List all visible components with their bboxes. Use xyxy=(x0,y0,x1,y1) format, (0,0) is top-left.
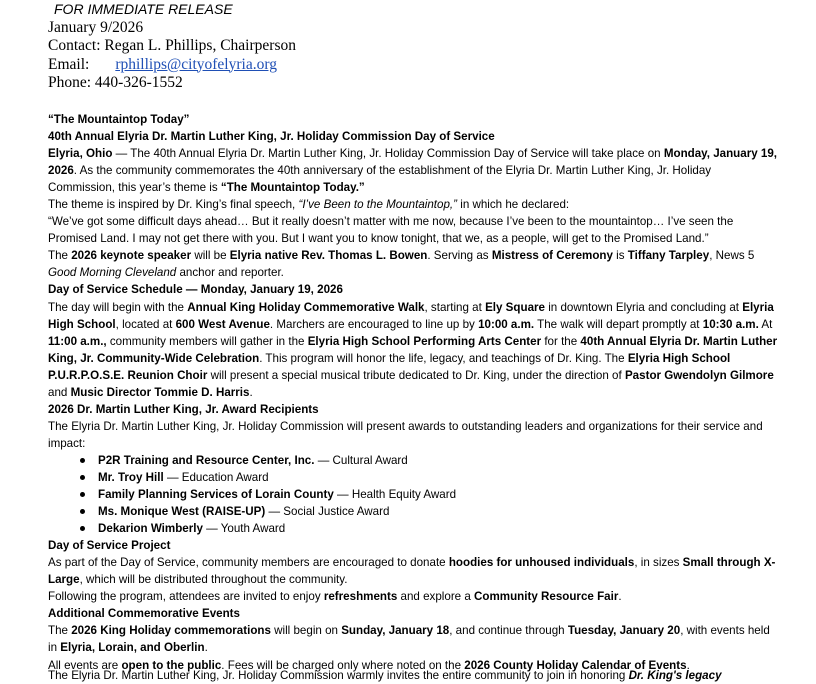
schedule-paragraph: The day will begin with the Annual King Holiday Commemorative Walk, starting at Ely Square in downtown Elyria and concluding at Elyria High School, located at 600 West Avenue. Marchers are encouraged to line up by 10:00 a.m. The walk will depart promptly at 10:30 a.m. At 11:00 a.m., community members will gather in the Elyria High School Performing Arts Center for the 40th Annual Elyria Dr. Martin Luther King, Jr. Community-Wide Celebration. This program will honor the life, legacy, and teachings of Dr. King. The Elyria High School P.U.R.P.O.S.E. Reunion Choir will present a special musical tribute dedicated to Dr. King, under the direction of Pastor Gwendolyn Gilmore and Music Director Tommie D. Harris. xyxy=(48,300,778,399)
awards-list xyxy=(48,452,778,537)
release-date: January 9/2026 xyxy=(48,18,144,36)
awards-intro: The Elyria Dr. Martin Luther King, Jr. Holiday Commission will present awards to outstanding leaders and organizations for their service and impact: xyxy=(48,419,763,450)
events-heading: Additional Commemorative Events xyxy=(48,607,240,621)
contact-line: Contact: Regan L. Phillips, Chairperson xyxy=(48,37,296,54)
events-paragraph: The 2026 King Holiday commemorations will begin on Sunday, January 18, and continue through Tuesday, January 20, with events held in Elyria, Lorain, and Oberlin. xyxy=(48,624,770,655)
release-header xyxy=(48,0,296,93)
award-item: Family Planning Services of Lorain County — Health Equity Award xyxy=(98,486,778,503)
press-release-body xyxy=(48,111,778,674)
cutoff-paragraph: The Elyria Dr. Martin Luther King, Jr. Holiday Commission warmly invites the entire community to join in honoring Dr. King's legacy xyxy=(48,669,722,682)
release-headline: 40th Annual Elyria Dr. Martin Luther King, Jr. Holiday Commission Day of Service xyxy=(48,130,495,144)
release-label: FOR IMMEDIATE RELEASE xyxy=(54,1,233,17)
award-item: Mr. Troy Hill — Education Award xyxy=(98,469,778,486)
public-events-paragraph: All events are open to the public. Fees will be charged only where noted on the 2026 County Holiday Calendar of Events. xyxy=(48,658,690,672)
awards-heading: 2026 Dr. Martin Luther King, Jr. Award Recipients xyxy=(48,402,319,416)
award-item: P2R Training and Resource Center, Inc. — Cultural Award xyxy=(98,452,778,469)
email-link[interactable]: rphillips@cityofelyria.org xyxy=(115,55,277,73)
release-theme: “The Mountaintop Today” xyxy=(48,113,190,126)
speaker-paragraph: The 2026 keynote speaker will be Elyria native Rev. Thomas L. Bowen. Serving as Mistress of Ceremony is Tiffany Tarpley, News 5 Good Morning Cleveland anchor and reporter. xyxy=(48,249,755,280)
project-heading: Day of Service Project xyxy=(48,539,171,553)
award-item: Dekarion Wimberly — Youth Award xyxy=(98,520,778,537)
phone-line: Phone: 440-326-1552 xyxy=(48,74,183,91)
speech-quote: “We’ve got some difficult days ahead… But it really doesn’t matter with me now, because I’ve been to the mountaintop… I’ve seen the Promised Land. I may not get there with you. But I want you to know tonight, that we, as a people, will get to the Promised Land.” xyxy=(48,215,734,246)
schedule-heading: Day of Service Schedule — Monday, January 19, 2026 xyxy=(48,283,343,297)
email-label: Email: xyxy=(48,55,90,73)
project-paragraph: As part of the Day of Service, community members are encouraged to donate hoodies for unhoused individuals, in sizes Small through X-Large, which will be distributed throughout the community. xyxy=(48,556,776,587)
resource-fair-paragraph: Following the program, attendees are invited to enjoy refreshments and explore a Community Resource Fair. xyxy=(48,590,622,604)
intro-paragraph: Elyria, Ohio — The 40th Annual Elyria Dr. Martin Luther King, Jr. Holiday Commission Day of Service will take place on Monday, January 19, 2026. As the community commemorates the 40th anniversary of the establishment of the Elyria Dr. Martin Luther King, Jr. Holiday Commission, this year’s theme is “The Mountaintop Today.” xyxy=(48,147,778,195)
theme-paragraph: The theme is inspired by Dr. King’s final speech, “I’ve Been to the Mountaintop,” in which he declared: xyxy=(48,198,570,212)
award-item: Ms. Monique West (RAISE-UP) — Social Justice Award xyxy=(98,503,778,520)
email-line xyxy=(48,56,296,75)
